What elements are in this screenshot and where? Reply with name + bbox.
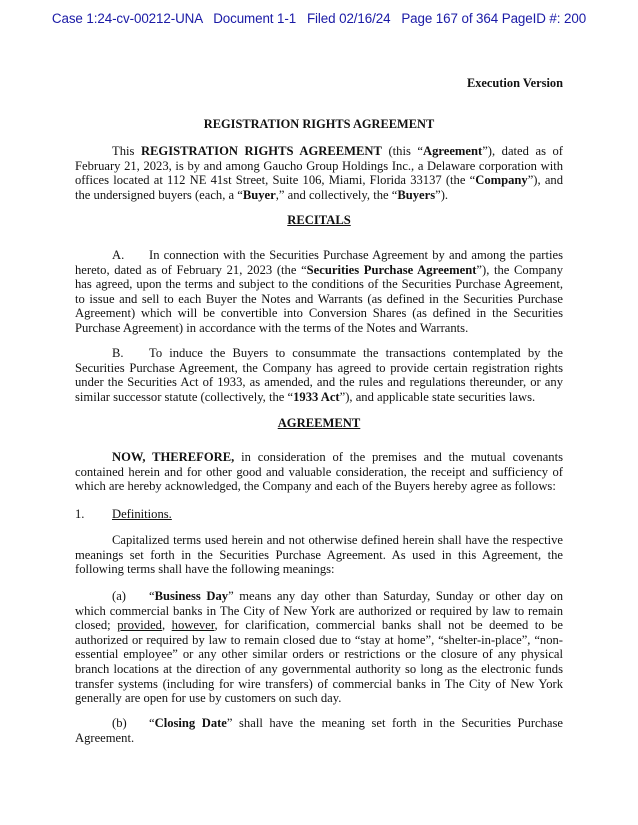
text: ”).: [435, 187, 449, 202]
defined-term-company: Company: [475, 173, 528, 188]
document-number: Document 1-1: [213, 11, 297, 26]
recital-b-label: B.: [112, 346, 124, 360]
agreement-heading: AGREEMENT: [277, 416, 361, 430]
section-title: Definitions.: [112, 507, 172, 521]
recital-a-label: A.: [112, 248, 125, 262]
text: ,: [161, 618, 172, 633]
text: ,” and collectively, the “: [275, 187, 398, 202]
text: ”), and the undersigned buyers (each, a “: [75, 173, 563, 202]
underlined-provided: provided: [117, 618, 162, 633]
recital-a-paragraph: [75, 248, 563, 336]
intro-paragraph: [75, 144, 563, 202]
definition-label: (a): [112, 589, 126, 603]
section-number: 1.: [75, 507, 85, 521]
document-title: REGISTRATION RIGHTS AGREEMENT: [203, 117, 435, 131]
page-count: Page 167 of 364: [401, 11, 499, 26]
recitals-heading: RECITALS: [287, 213, 351, 227]
text: ” shall have the meaning set forth in the Securities Purchase Agreement.: [75, 716, 563, 745]
recital-b-paragraph: [75, 346, 563, 404]
defined-term-spa: Securities Purchase Agreement: [306, 262, 477, 277]
now-therefore-paragraph: [75, 450, 563, 494]
version-label: Execution Version: [466, 76, 563, 90]
bold-term: REGISTRATION RIGHTS AGREEMENT: [140, 144, 382, 158]
text: ”), the Company has agreed, upon the terms and subject to the conditions of the Securities Purchase Agreement, to issue and sell to each Buyer the Notes and Warrants (as defined in the Securities Purchase Agreement) which will be convertible into Conversion Shares (as defined in the Securities Purchase Agreement) in accordance with the terms of the Notes and Warrants.: [75, 262, 564, 335]
bold-lead: NOW, THEREFORE,: [112, 450, 235, 464]
text: To induce the Buyers to consummate the transactions contemplated by the Securities Purchase Agreement, the Company has agreed to provide certain registration rights under the Securities Act of 1933, as amended, and the rules and regulations thereunder, or any similar successor statute (collectively, the “: [75, 346, 563, 404]
text: ”), dated as of February 21, 2023, is by and among Gaucho Group Holdings Inc., a Delaware corporation with offices located at 112 NE 41st Street, Suite 106, Miami, Florida 33137 (the “: [75, 144, 563, 188]
defined-term-1933-act: 1933 Act: [293, 389, 340, 404]
text: (this “: [381, 144, 423, 158]
text: ”), and applicable state securities laws.: [339, 389, 536, 404]
definition-label: (b): [112, 716, 127, 730]
filed-date: Filed 02/16/24: [306, 11, 391, 26]
case-number: Case 1:24-cv-00212-UNA: [51, 11, 203, 26]
text: In connection with the Securities Purchase Agreement by and among the parties hereto, dated as of February 21, 2023 (the “: [75, 248, 563, 277]
text: in consideration of the premises and the mutual covenants contained herein and for other good and valuable consideration, the receipt and sufficiency of which are hereby acknowledged, the Company and each of the Buyers hereby agree as follows:: [75, 450, 563, 494]
defined-term-buyer: Buyer: [242, 187, 276, 202]
defined-term-closing-date: Closing Date: [154, 716, 227, 730]
text: “: [149, 589, 155, 603]
text: , for clarification, commercial banks shall not be deemed to be authorized or required by law to remain closed due to “stay at home”, “shelter-in-place”, “non-essential employee” or any other similar orders or restrictions or the closure of any physical branch locations at the direction of any governmental authority so long as the electronic funds transfer systems (including for wire transfers) of commercial banks in The City of New York generally are open for use by customers on such day.: [75, 618, 563, 706]
defined-term-business-day: Business Day: [154, 589, 229, 603]
definition-closing-date: [75, 716, 563, 745]
text: ” means any day other than Saturday, Sunday or other day on which commercial banks in The City of New York are authorized or required by law to remain closed;: [75, 589, 564, 633]
underlined-however: however: [171, 618, 215, 633]
definitions-intro-paragraph: Capitalized terms used herein and not otherwise defined herein shall have the respective meanings set forth in the Securities Purchase Agreement. As used in this Agreement, the following terms shall have the following meanings:: [75, 533, 563, 577]
page-id: PageID #: 200: [501, 11, 587, 26]
text: This: [112, 144, 141, 158]
section-1-heading: [75, 507, 172, 522]
text: “: [149, 716, 155, 730]
defined-term-buyers: Buyers: [397, 187, 436, 202]
defined-term-agreement: Agreement: [422, 144, 483, 158]
definition-business-day: [75, 589, 563, 706]
court-filing-header: [0, 11, 638, 26]
